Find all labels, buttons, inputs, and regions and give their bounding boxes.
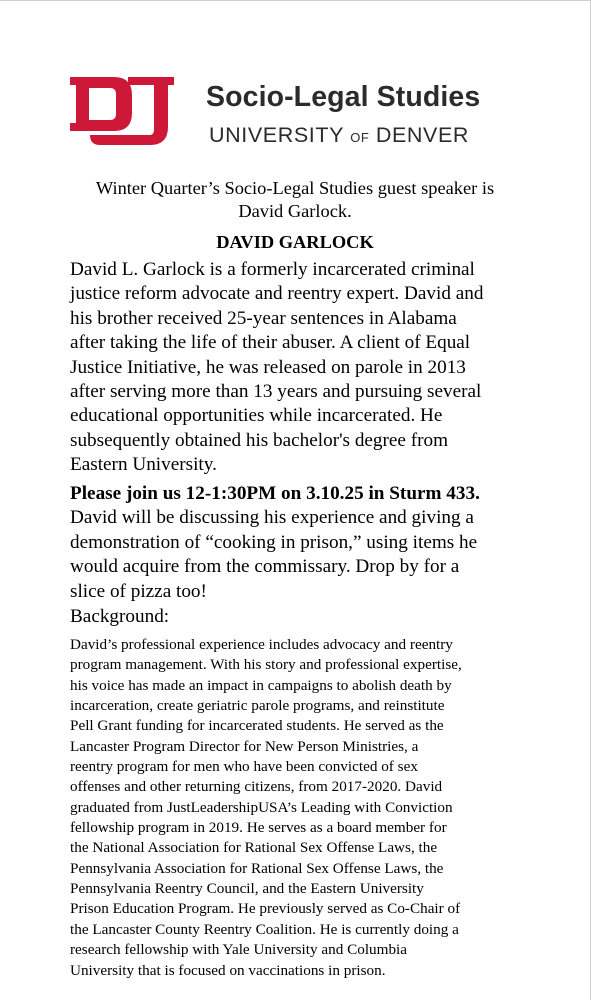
intro-line-2: David Garlock. (238, 201, 352, 221)
university-suffix: DENVER (375, 123, 470, 147)
du-monogram-logo (70, 77, 174, 145)
event-headline: Please join us 12-1:30PM on 3.10.25 in Sturm 433. (70, 483, 480, 504)
brand-title: Socio-Legal Studies (206, 81, 481, 113)
university-name (209, 123, 469, 148)
background-heading: Background: (70, 606, 170, 627)
intro-line-1: Winter Quarter’s Socio-Legal Studies guest speaker is (95, 178, 495, 198)
intro-text (60, 177, 530, 223)
event-description: David will be discussing his experience and giving a demonstration of “cooking in prison,” using items he would acquire from the commissary. Drop by for a slice of pizza too! (70, 507, 478, 602)
speaker-bio: David L. Garlock is a formerly incarcerated criminal justice reform advocate and reentry expert. David and his brother received 25-year sentences in Alabama after taking the life of their abuser. A client of Equal Justice Initiative, he was released on parole in 2013 after serving more than 13 years and pursuing several educational opportunities while incarcerated. He subsequently obtained his bachelor's degree from Eastern University. (70, 259, 484, 476)
background-text: David’s professional experience includes advocacy and reentry program management. With his story and professional expertise, his voice has made an impact in campaigns to abolish death by incarceration, create geriatric parole programs, and reinstitute Pell Grant funding for incarcerated students. He served as the Lancaster Program Director for New Person Ministries, a reentry program for men who have been convicted of sex offenses and other returning citizens, from 2017-2020. David graduated from JustLeadershipUSA’s Leading with Conviction fellowship program in 2019. He serves as a board member for the National Association for Rational Sex Offense Laws, the Pennsylvania Association for Rational Sex Offense Laws, the Pennsylvania Reentry Council, and the Eastern University Prison Education Program. He previously served as Co-Chair of the Lancaster County Reentry Coalition. He is currently doing a research fellowship with Yale University and Columbia University that is focused on vaccinations in prison. (70, 636, 462, 979)
event-details (70, 482, 525, 604)
page-header (70, 77, 530, 149)
speaker-heading: DAVID GARLOCK (216, 232, 374, 252)
university-prefix: UNIVERSITY (209, 123, 344, 147)
university-of: OF (350, 130, 370, 145)
